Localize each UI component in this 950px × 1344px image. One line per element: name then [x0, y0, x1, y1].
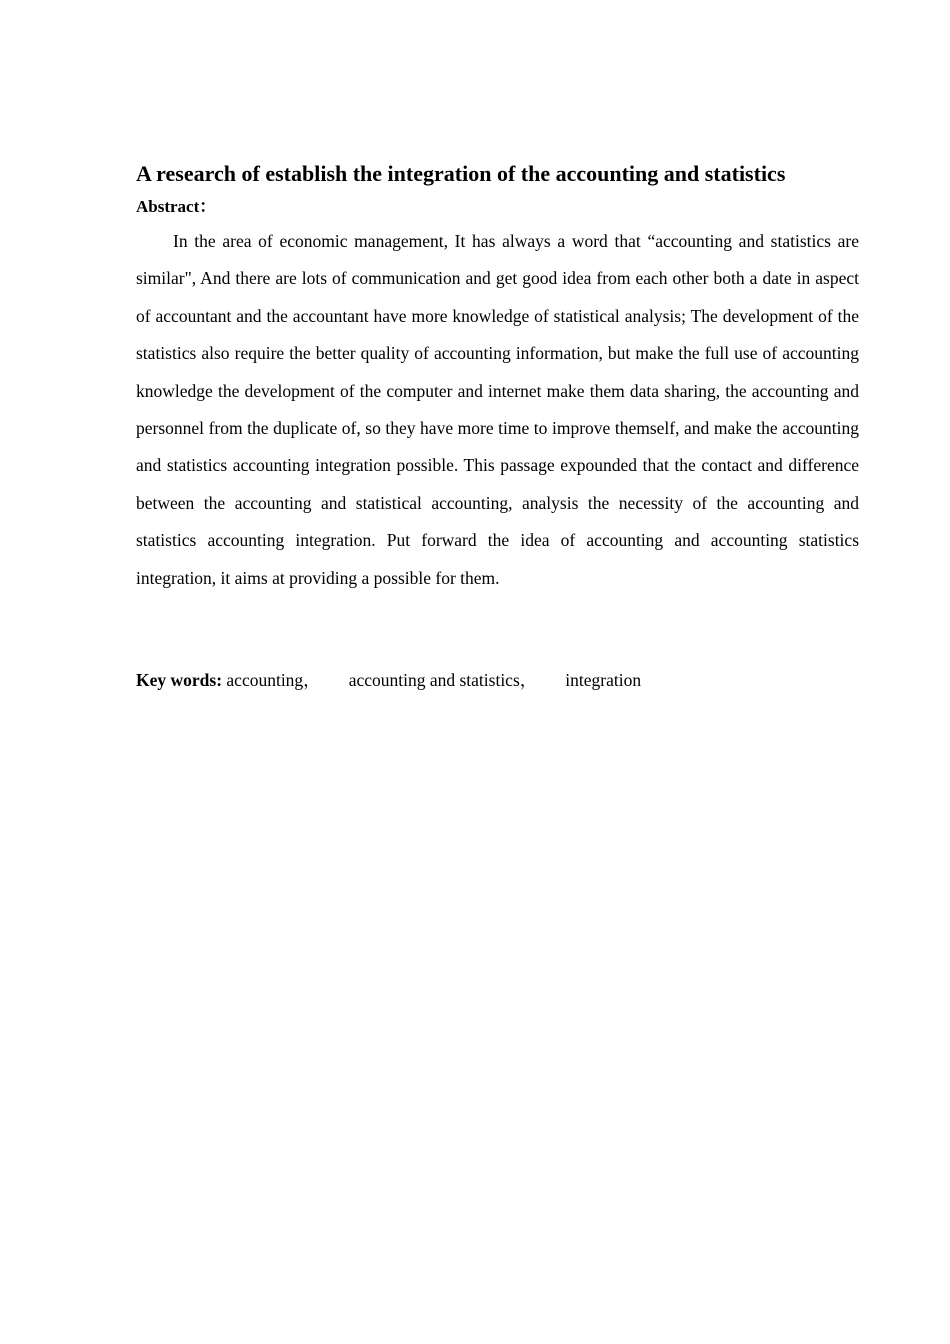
abstract-body: In the area of economic management, It has always a word that “accounting and statistics are similar", And there are lots of communication and get good idea from each other both a date in aspect of accountant and the accountant have more knowledge of statistical analysis; The development of the statistics also require the better quality of accounting information, but make the full use of accounting knowledge the development of the computer and internet make them data sharing, the accounting and personnel from the duplicate of, so they have more time to improve themself, and make the accounting and statistics accounting integration possible. This passage expounded that the contact and difference between the accounting and statistical accounting, analysis the necessity of the accounting and statistics accounting integration. Put forward the idea of accounting and accounting statistics integration, it aims at providing a possible for them.	[136, 231, 859, 588]
keywords-label: Key words:	[136, 670, 223, 691]
keyword-3: integration	[565, 670, 642, 691]
paper-title: A research of establish the integration of the accounting and statistics	[136, 161, 786, 186]
abstract-heading: Abstract：	[136, 197, 217, 216]
keywords-line	[136, 667, 859, 693]
keyword-1: accounting，	[226, 670, 321, 691]
paper-page	[136, 158, 859, 693]
keyword-2: accounting and statistics，	[348, 670, 538, 691]
